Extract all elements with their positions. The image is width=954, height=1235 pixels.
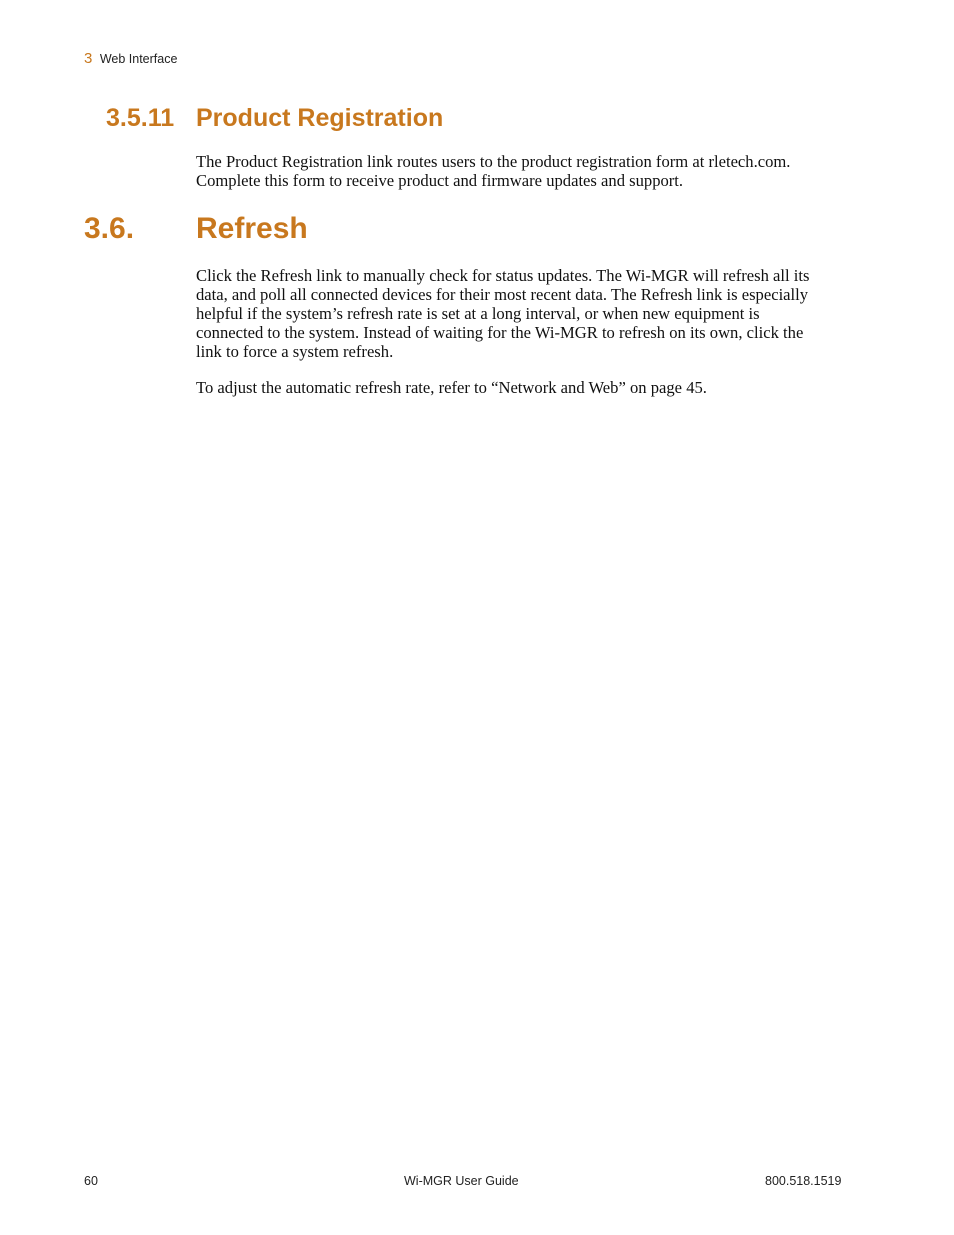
text-line: Complete this form to receive product and firmware updates and support. — [196, 171, 684, 190]
text-line: Click the Refresh link to manually check for status updates. The Wi-MGR will refresh all its — [196, 266, 810, 285]
footer-document-title: Wi-MGR User Guide — [404, 1174, 519, 1188]
text-line: connected to the system. Instead of waiting for the Wi-MGR to refresh on its own, click the — [196, 323, 804, 342]
section-number: 3.5.11 — [106, 104, 175, 132]
refresh-rate-paragraph — [196, 378, 846, 397]
text-line: helpful if the system’s refresh rate is set at a long interval, or when new equipment is — [196, 304, 760, 323]
text-line: To adjust the automatic refresh rate, refer to “Network and Web” on page 45. — [196, 378, 707, 397]
section-title: Refresh — [196, 212, 308, 245]
text-line: data, and poll all connected devices for their most recent data. The Refresh link is especially — [196, 285, 809, 304]
chapter-title: Web Interface — [99, 52, 178, 66]
text-line: The Product Registration link routes users to the product registration form at rletech.com. — [196, 152, 791, 171]
section-number: 3.6. — [84, 212, 135, 245]
running-header — [84, 50, 177, 67]
refresh-paragraph — [196, 266, 846, 361]
chapter-number: 3 — [84, 50, 93, 67]
section-title: Product Registration — [196, 104, 444, 132]
text-line: link to force a system refresh. — [196, 342, 394, 361]
footer-phone: 800.518.1519 — [765, 1174, 842, 1188]
footer-page-number: 60 — [84, 1174, 98, 1188]
product-registration-paragraph — [196, 152, 846, 190]
